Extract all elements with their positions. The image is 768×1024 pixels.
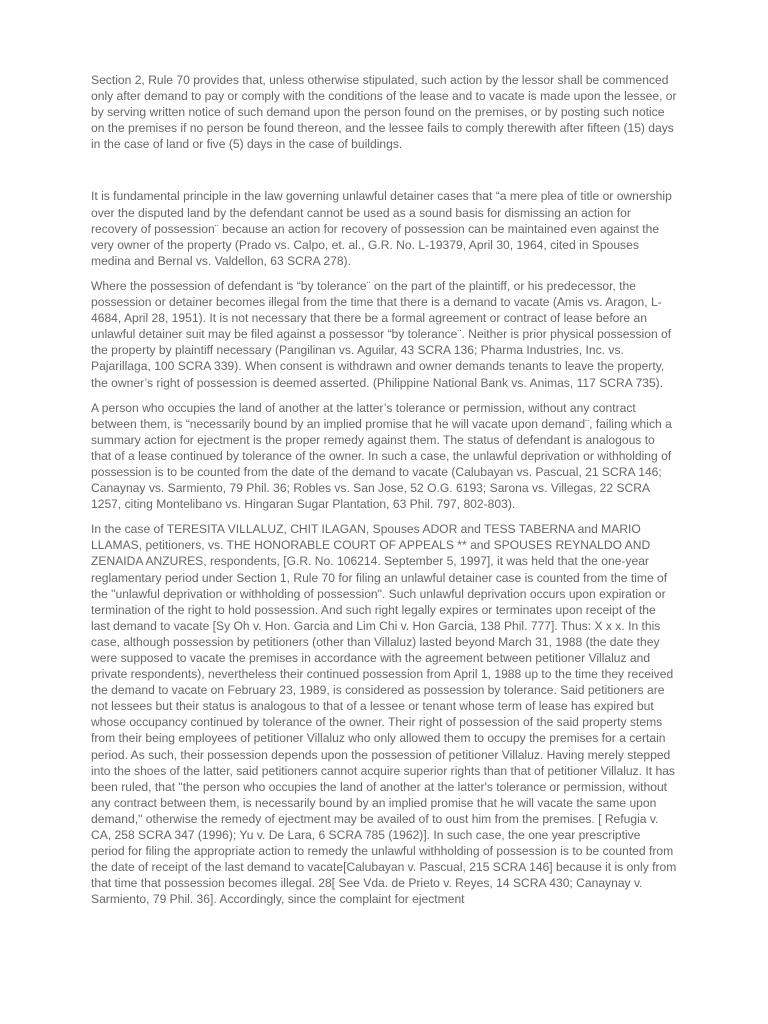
- paragraph-fundamental-principle: It is fundamental principle in the law governing unlawful detainer cases that “a mere plea of title or ownership over the disputed land by the defendant cannot be used as a sound basis for dismissing an action for recovery of possession¨ because an action for recovery of possession can be maintained even against the very owner of the property (Prado vs. Calpo, et. al., G.R. No. L-19379, April 30, 1964, cited in Spouses medina and Bernal vs. Valdellon, 63 SCRA 278).: [91, 189, 672, 268]
- paragraph-villaluz-case: In the case of TERESITA VILLALUZ, CHIT ILAGAN, Spouses ADOR and TESS TABERNA and MARIO LLAMAS, petitioners, vs. THE HONORABLE COURT OF APPEALS ** and SPOUSES REYNALDO AND ZENAIDA ANZURES, respondents, [G.R. No. 106214. September 5, 1997], it was held that the one-year reglamentary period under Section 1, Rule 70 for filing an unlawful detainer case is counted from the time of the "unlawful deprivation or withholding of possession". Such unlawful deprivation occurs upon expiration or termination of the right to hold possession. And such right legally expires or terminates upon receipt of the last demand to vacate [Sy Oh v. Hon. Garcia and Lim Chi v. Hon Garcia, 138 Phil. 777]. Thus: X x x. In this case, although possession by petitioners (other than Villaluz) lasted beyond March 31, 1988 (the date they were supposed to vacate the premises in accordance with the agreement between petitioner Villaluz and private respondents), nevertheless their continued possession from April 1, 1988 up to the time they received the demand to vacate on February 23, 1989, is considered as possession by tolerance. Said petitioners are not lessees but their status is analogous to that of a lessee or tenant whose term of lease has expired but whose occupancy continued by tolerance of the owner. Their right of possession of the said property stems from their being employees of petitioner Villaluz who only allowed them to occupy the premises for a certain period. As such, their possession depends upon the possession of petitioner Villaluz. Having merely stepped into the shoes of the latter, said petitioners cannot acquire superior rights than that of petitioner Villaluz. It has been ruled, that "the person who occupies the land of another at the latter's tolerance or permission, without any contract between them, is necessarily bound by an implied promise that he will vacate the same upon demand," otherwise the remedy of ejectment may be availed of to oust him from the premises. [ Refugia v. CA, 258 SCRA 347 (1996); Yu v. De Lara, 6 SCRA 785 (1962)]. In such case, the one year prescriptive period for filing the appropriate action to remedy the unlawful withholding of possession is to be counted from the date of receipt of the last demand to vacate[Calubayan v. Pascual, 215 SCRA 146] because it is only from that time that possession becomes illegal. 28[ See Vda. de Prieto v. Reyes, 14 SCRA 430; Canaynay v. Sarmiento, 79 Phil. 36]. Accordingly, since the complaint for ejectment: [91, 522, 677, 907]
- paragraph-implied-promise: A person who occupies the land of another at the latter’s tolerance or permission, without any contract between them, is “necessarily bound by an implied promise that he will vacate upon demand¨, failing which a summary action for ejectment is the proper remedy against them. The status of defendant is analogous to that of a lease continued by tolerance of the owner. In such a case, the unlawful deprivation or withholding of possession is to be counted from the date of the demand to vacate (Calubayan vs. Pascual, 21 SCRA 146; Canaynay vs. Sarmiento, 79 Phil. 36; Robles vs. San Jose, 52 O.G. 6193; Sarona vs. Villegas, 22 SCRA 1257, citing Montelibano vs. Hingaran Sugar Plantation, 63 Phil. 797, 802-803).: [91, 400, 672, 512]
- paragraph-possession-by-tolerance: Where the possession of defendant is “by tolerance¨ on the part of the plaintiff, or his predecessor, the possession or detainer becomes illegal from the time that there is a demand to vacate (Amis vs. Aragon, L-4684, April 28, 1951). It is not necessary that there be a formal agreement or contract of lease before an unlawful detainer suit may be filed against a possessor “by tolerance¨. Neither is prior physical possession of the property by plaintiff necessary (Pangilinan vs. Aguilar, 43 SCRA 136; Pharma Industries, Inc. vs. Pajarillaga, 100 SCRA 339). When consent is withdrawn and owner demands tenants to leave the property, the owner’s right of possession is deemed asserted. (Philippine National Bank vs. Animas, 117 SCRA 735).: [91, 278, 672, 390]
- document-page: [91, 72, 677, 917]
- paragraph-section-2-rule-70: Section 2, Rule 70 provides that, unless otherwise stipulated, such action by the lessor shall be commenced only after demand to pay or comply with the conditions of the lease and to vacate is made upon the lessee, or by serving written notice of such demand upon the person found on the premises, or by posting such notice on the premises if no person be found thereon, and the lessee fails to comply therewith after fifteen (15) days in the case of land or five (5) days in the case of buildings.: [91, 73, 677, 152]
